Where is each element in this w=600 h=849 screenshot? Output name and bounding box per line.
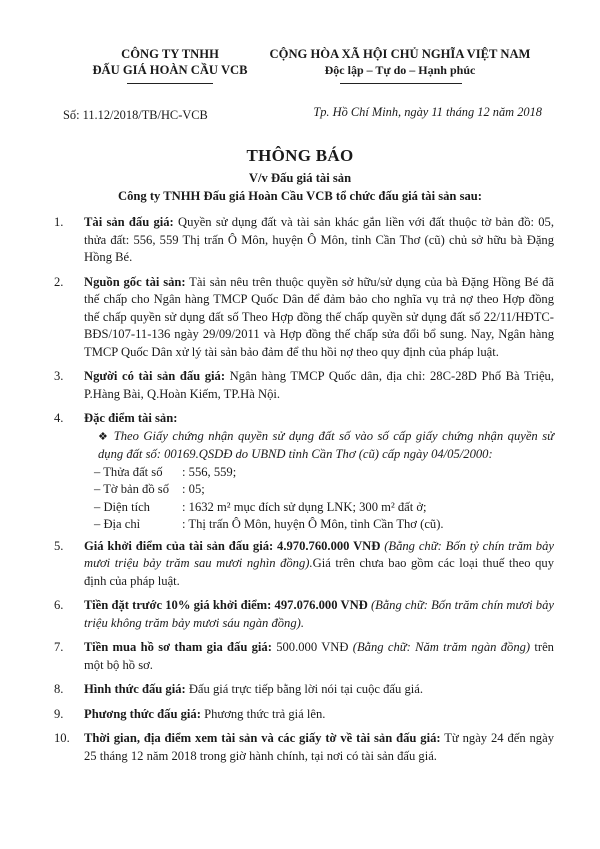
notice-items xyxy=(54,214,554,772)
detail-label: – Địa chỉ xyxy=(94,517,141,531)
detail-row xyxy=(84,499,554,517)
national-header xyxy=(250,46,550,78)
item-label: Tiền đặt trước 10% giá khởi điểm: 497.076.000 VNĐ xyxy=(84,598,368,612)
document-intro: Công ty TNHH Đấu giá Hoàn Cầu VCB tổ chức đấu giá tài sản sau: xyxy=(118,189,482,203)
item-label: Nguồn gốc tài sản: xyxy=(84,274,186,289)
detail-value: : Thị trấn Ô Môn, huyện Ô Môn, tỉnh Cần Thơ (cũ). xyxy=(182,517,444,531)
item-label: Người có tài sản đấu giá: xyxy=(84,369,226,383)
detail-value: : 556, 559; xyxy=(182,464,237,479)
item-text: Quyền sử dụng đất và tài sản khác gắn liền với đất thuộc tờ bản đồ: 05, thửa đất: 556, 559 Thị trấn Ô Môn, huyện Ô Môn, tỉnh Cần Thơ (cũ) chủ sở hữu bà Đặng Hồng Bé. xyxy=(84,215,555,264)
item-text: Giá trên chưa bao gồm các loại thuế theo quy định của pháp luật. xyxy=(84,556,554,588)
company-name: ĐẤU GIÁ HOÀN CẦU VCB xyxy=(92,63,248,77)
item-label: Đặc điểm tài sản: xyxy=(84,411,178,425)
item-10 xyxy=(54,730,554,765)
item-number: 1. xyxy=(54,215,64,229)
item-text: Từ ngày 24 đến ngày 25 tháng 12 năm 2018 trong giờ hành chính, tại nơi có tài sản đấu giá. xyxy=(84,731,554,763)
item-4 xyxy=(54,410,554,534)
item-text: 500.000 VNĐ xyxy=(271,640,349,654)
item-number: 10. xyxy=(54,731,70,745)
item-text: Đấu giá trực tiếp bằng lời nói tại cuộc đấu giá. xyxy=(185,682,423,696)
detail-label: – Diện tích xyxy=(94,499,150,514)
item-number: 8. xyxy=(54,682,64,696)
item-label: Giá khởi điểm của tài sản đấu giá: 4.970.760.000 VNĐ xyxy=(84,538,381,553)
item-text: Tài sản nêu trên thuộc quyền sở hữu/sử dụng của bà Đặng Hồng Bé đã thế chấp cho Ngân hàng TMCP Quốc Dân để đảm bảo cho nghĩa vụ trả nợ theo Hợp đồng thế chấp quyền sử dụng đất số Theo Hợp đồng thế chấp quyền sử dụng đất số 22/11/HĐTC-BĐS/107-11-136 ngày 29/09/2011 và Hợp đồng thế chấp sửa đổi bổ sung. Nay, Ngân hàng TMCP Quốc Dân xử lý tài sản bảo đảm để thu hồi nợ theo quy định của pháp luật. xyxy=(84,274,554,359)
item-number: 6. xyxy=(54,598,64,612)
item-5 xyxy=(54,538,554,591)
item-number: 5. xyxy=(54,538,64,553)
national-title: CỘNG HÒA XÃ HỘI CHỦ NGHĨA VIỆT NAM xyxy=(269,47,531,61)
motto-underline xyxy=(340,83,462,84)
item-italic: (Bằng chữ: Năm trăm ngàn đồng) xyxy=(348,640,531,654)
diamond-bullet-icon: ❖ xyxy=(98,430,110,443)
item-number: 4. xyxy=(54,411,64,425)
document-subject: V/v Đấu giá tài sản xyxy=(248,171,352,185)
item-label: Phương thức đấu giá: xyxy=(84,706,201,721)
item-6 xyxy=(54,597,554,632)
item-7 xyxy=(54,639,554,674)
detail-row xyxy=(84,464,554,482)
certificate-note xyxy=(84,428,554,464)
certificate-text: Theo Giấy chứng nhận quyền sử dụng đất số vào số cấp giấy chứng nhận quyền sử dụng đất số: 00169.QSDĐ do UBND tỉnh Cần Thơ (cũ) cấp ngày 04/05/2000: xyxy=(98,428,554,461)
item-label: Tài sản đấu giá: xyxy=(84,215,174,229)
item-label: Hình thức đấu giá: xyxy=(84,682,186,696)
item-number: 9. xyxy=(54,706,64,721)
detail-label: – Tờ bản đồ số xyxy=(94,482,169,496)
item-8 xyxy=(54,681,554,699)
item-text-2: trên một bộ hồ sơ. xyxy=(84,640,554,672)
item-number: 2. xyxy=(54,274,64,289)
document-number: Số: 11.12/2018/TB/HC-VCB xyxy=(63,108,208,122)
national-motto: Độc lập – Tự do – Hạnh phúc xyxy=(324,63,476,77)
detail-row xyxy=(84,516,554,534)
detail-row xyxy=(84,481,554,499)
item-italic: (Bằng chữ: Bốn tỷ chín trăm bảy mươi triệu bảy trăm sau mươi nghìn đồng). xyxy=(84,538,554,570)
item-2 xyxy=(54,274,554,362)
item-1 xyxy=(54,214,554,267)
item-italic: (Bằng chữ: Bốn trăm chín mươi bảy triệu không trăm bảy mươi sáu ngàn đồng). xyxy=(84,598,554,630)
item-9 xyxy=(54,706,554,724)
item-number: 7. xyxy=(54,640,64,654)
item-label: Tiền mua hồ sơ tham gia đấu giá: xyxy=(84,640,272,654)
detail-label: – Thửa đất số xyxy=(94,464,163,479)
item-number: 3. xyxy=(54,369,64,383)
item-label: Thời gian, địa điểm xem tài sản và các giấy tờ về tài sản đấu giá: xyxy=(84,731,441,745)
item-text: Phương thức trả giá lên. xyxy=(200,706,326,721)
item-3 xyxy=(54,368,554,403)
detail-value: : 05; xyxy=(182,482,205,496)
company-type: CÔNG TY TNHH xyxy=(121,47,219,61)
item-text: Ngân hàng TMCP Quốc dân, địa chỉ: 28C-28D Phố Bà Triệu, P.Hàng Bài, Q.Hoàn Kiếm, TP.Hà Nội. xyxy=(84,369,554,401)
detail-value: : 1632 m² mục đích sử dụng LNK; 300 m² đất ở; xyxy=(182,499,427,514)
document-title: THÔNG BÁO xyxy=(246,146,354,165)
company-header xyxy=(70,46,270,78)
company-underline xyxy=(127,83,213,84)
document-date: Tp. Hồ Chí Minh, ngày 11 tháng 12 năm 2018 xyxy=(313,105,542,119)
